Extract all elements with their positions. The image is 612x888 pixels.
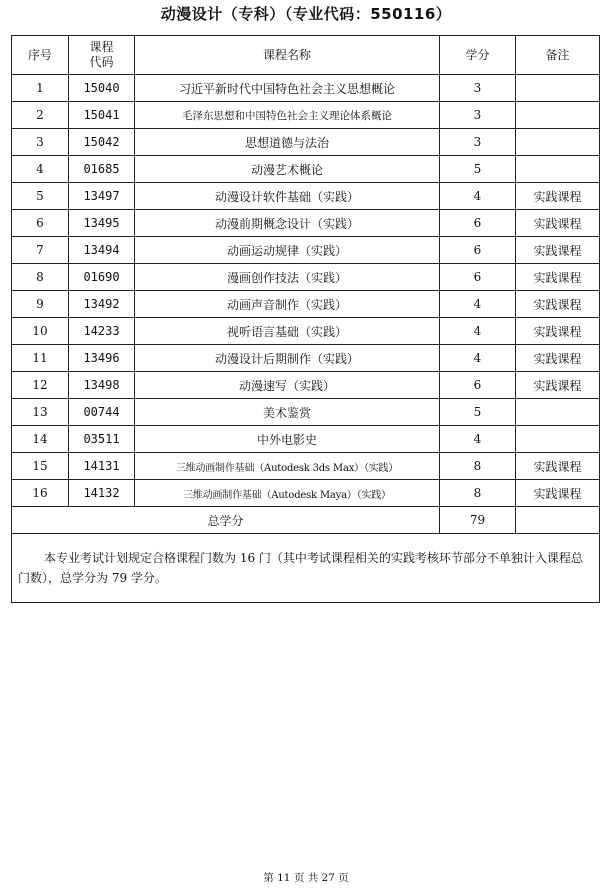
total-credit: 79 <box>440 507 516 534</box>
cell-seq: 8 <box>12 264 69 291</box>
cell-remark <box>516 129 600 156</box>
cell-credit: 3 <box>440 102 516 129</box>
cell-name: 动漫设计后期制作（实践） <box>135 345 440 372</box>
header-name: 课程名称 <box>135 36 440 75</box>
cell-remark: 实践课程 <box>516 264 600 291</box>
cell-name: 习近平新时代中国特色社会主义思想概论 <box>135 75 440 102</box>
header-code-line1: 课程 <box>89 40 114 54</box>
table-row <box>12 480 600 507</box>
page-footer: 第 11 页 共 27 页 <box>263 872 349 884</box>
cell-remark: 实践课程 <box>516 210 600 237</box>
cell-code: 15040 <box>69 75 135 102</box>
cell-name: 中外电影史 <box>135 426 440 453</box>
cell-name: 思想道德与法治 <box>135 129 440 156</box>
total-remark <box>516 507 600 534</box>
cell-seq: 15 <box>12 453 69 480</box>
cell-name: 视听语言基础（实践） <box>135 318 440 345</box>
header-remark: 备注 <box>516 36 600 75</box>
cell-code: 14131 <box>69 453 135 480</box>
cell-name: 动漫设计软件基础（实践） <box>135 183 440 210</box>
cell-seq: 5 <box>12 183 69 210</box>
cell-name: 动画声音制作（实践） <box>135 291 440 318</box>
cell-code: 13492 <box>69 291 135 318</box>
cell-code: 00744 <box>69 399 135 426</box>
cell-code: 15042 <box>69 129 135 156</box>
cell-seq: 7 <box>12 237 69 264</box>
cell-code: 01690 <box>69 264 135 291</box>
header-seq: 序号 <box>12 36 69 75</box>
cell-name: 三维动画制作基础（Autodesk 3ds Max）（实践） <box>135 453 440 480</box>
cell-remark <box>516 75 600 102</box>
cell-credit: 5 <box>440 399 516 426</box>
cell-credit: 8 <box>440 453 516 480</box>
cell-remark <box>516 156 600 183</box>
table-row <box>12 75 600 102</box>
table-row <box>12 129 600 156</box>
cell-credit: 4 <box>440 183 516 210</box>
cell-seq: 2 <box>12 102 69 129</box>
table-row <box>12 318 600 345</box>
cell-name: 动漫速写（实践） <box>135 372 440 399</box>
cell-remark <box>516 426 600 453</box>
total-label: 总学分 <box>12 507 440 534</box>
cell-remark: 实践课程 <box>516 291 600 318</box>
cell-seq: 16 <box>12 480 69 507</box>
cell-code: 13496 <box>69 345 135 372</box>
cell-code: 14132 <box>69 480 135 507</box>
cell-seq: 4 <box>12 156 69 183</box>
cell-credit: 8 <box>440 480 516 507</box>
cell-seq: 1 <box>12 75 69 102</box>
table-row <box>12 183 600 210</box>
cell-seq: 10 <box>12 318 69 345</box>
cell-seq: 13 <box>12 399 69 426</box>
table-row <box>12 210 600 237</box>
cell-name: 漫画创作技法（实践） <box>135 264 440 291</box>
cell-credit: 6 <box>440 210 516 237</box>
cell-name: 三维动画制作基础（Autodesk Maya）（实践） <box>135 480 440 507</box>
table-row <box>12 426 600 453</box>
cell-remark: 实践课程 <box>516 345 600 372</box>
header-code <box>69 36 135 75</box>
cell-credit: 6 <box>440 264 516 291</box>
cell-seq: 9 <box>12 291 69 318</box>
cell-code: 13498 <box>69 372 135 399</box>
cell-code: 15041 <box>69 102 135 129</box>
cell-code: 03511 <box>69 426 135 453</box>
note-row <box>12 534 600 603</box>
cell-seq: 14 <box>12 426 69 453</box>
cell-credit: 6 <box>440 372 516 399</box>
page-title: 动漫设计（专科）（专业代码：550116） <box>160 5 452 23</box>
cell-credit: 6 <box>440 237 516 264</box>
cell-remark <box>516 399 600 426</box>
cell-seq: 11 <box>12 345 69 372</box>
cell-remark: 实践课程 <box>516 372 600 399</box>
cell-remark: 实践课程 <box>516 453 600 480</box>
table-header-row <box>12 36 600 75</box>
cell-code: 13497 <box>69 183 135 210</box>
cell-remark <box>516 102 600 129</box>
table-row <box>12 102 600 129</box>
table-row <box>12 291 600 318</box>
cell-credit: 5 <box>440 156 516 183</box>
cell-name: 动漫前期概念设计（实践） <box>135 210 440 237</box>
cell-seq: 3 <box>12 129 69 156</box>
cell-name: 美术鉴赏 <box>135 399 440 426</box>
note-cell <box>12 534 600 603</box>
table-row <box>12 372 600 399</box>
cell-credit: 3 <box>440 75 516 102</box>
cell-name: 动画运动规律（实践） <box>135 237 440 264</box>
cell-remark: 实践课程 <box>516 183 600 210</box>
note-text: 本专业考试计划规定合格课程门数为 16 门（其中考试课程相关的实践考核环节部分不单独计入课程总门数），总学分为 79 学分。 <box>18 551 583 585</box>
table-row <box>12 399 600 426</box>
cell-credit: 4 <box>440 426 516 453</box>
cell-credit: 4 <box>440 318 516 345</box>
table-row <box>12 453 600 480</box>
cell-credit: 4 <box>440 291 516 318</box>
cell-remark: 实践课程 <box>516 237 600 264</box>
cell-credit: 3 <box>440 129 516 156</box>
cell-code: 01685 <box>69 156 135 183</box>
table-row <box>12 237 600 264</box>
table-row <box>12 345 600 372</box>
cell-credit: 4 <box>440 345 516 372</box>
cell-seq: 6 <box>12 210 69 237</box>
cell-remark: 实践课程 <box>516 480 600 507</box>
table-row <box>12 156 600 183</box>
course-table <box>11 35 600 603</box>
cell-name: 毛泽东思想和中国特色社会主义理论体系概论 <box>135 102 440 129</box>
cell-code: 13495 <box>69 210 135 237</box>
cell-remark: 实践课程 <box>516 318 600 345</box>
total-row <box>12 507 600 534</box>
header-credit: 学分 <box>440 36 516 75</box>
cell-code: 13494 <box>69 237 135 264</box>
cell-code: 14233 <box>69 318 135 345</box>
cell-name: 动漫艺术概论 <box>135 156 440 183</box>
table-row <box>12 264 600 291</box>
cell-seq: 12 <box>12 372 69 399</box>
header-code-line2: 代码 <box>89 55 114 69</box>
